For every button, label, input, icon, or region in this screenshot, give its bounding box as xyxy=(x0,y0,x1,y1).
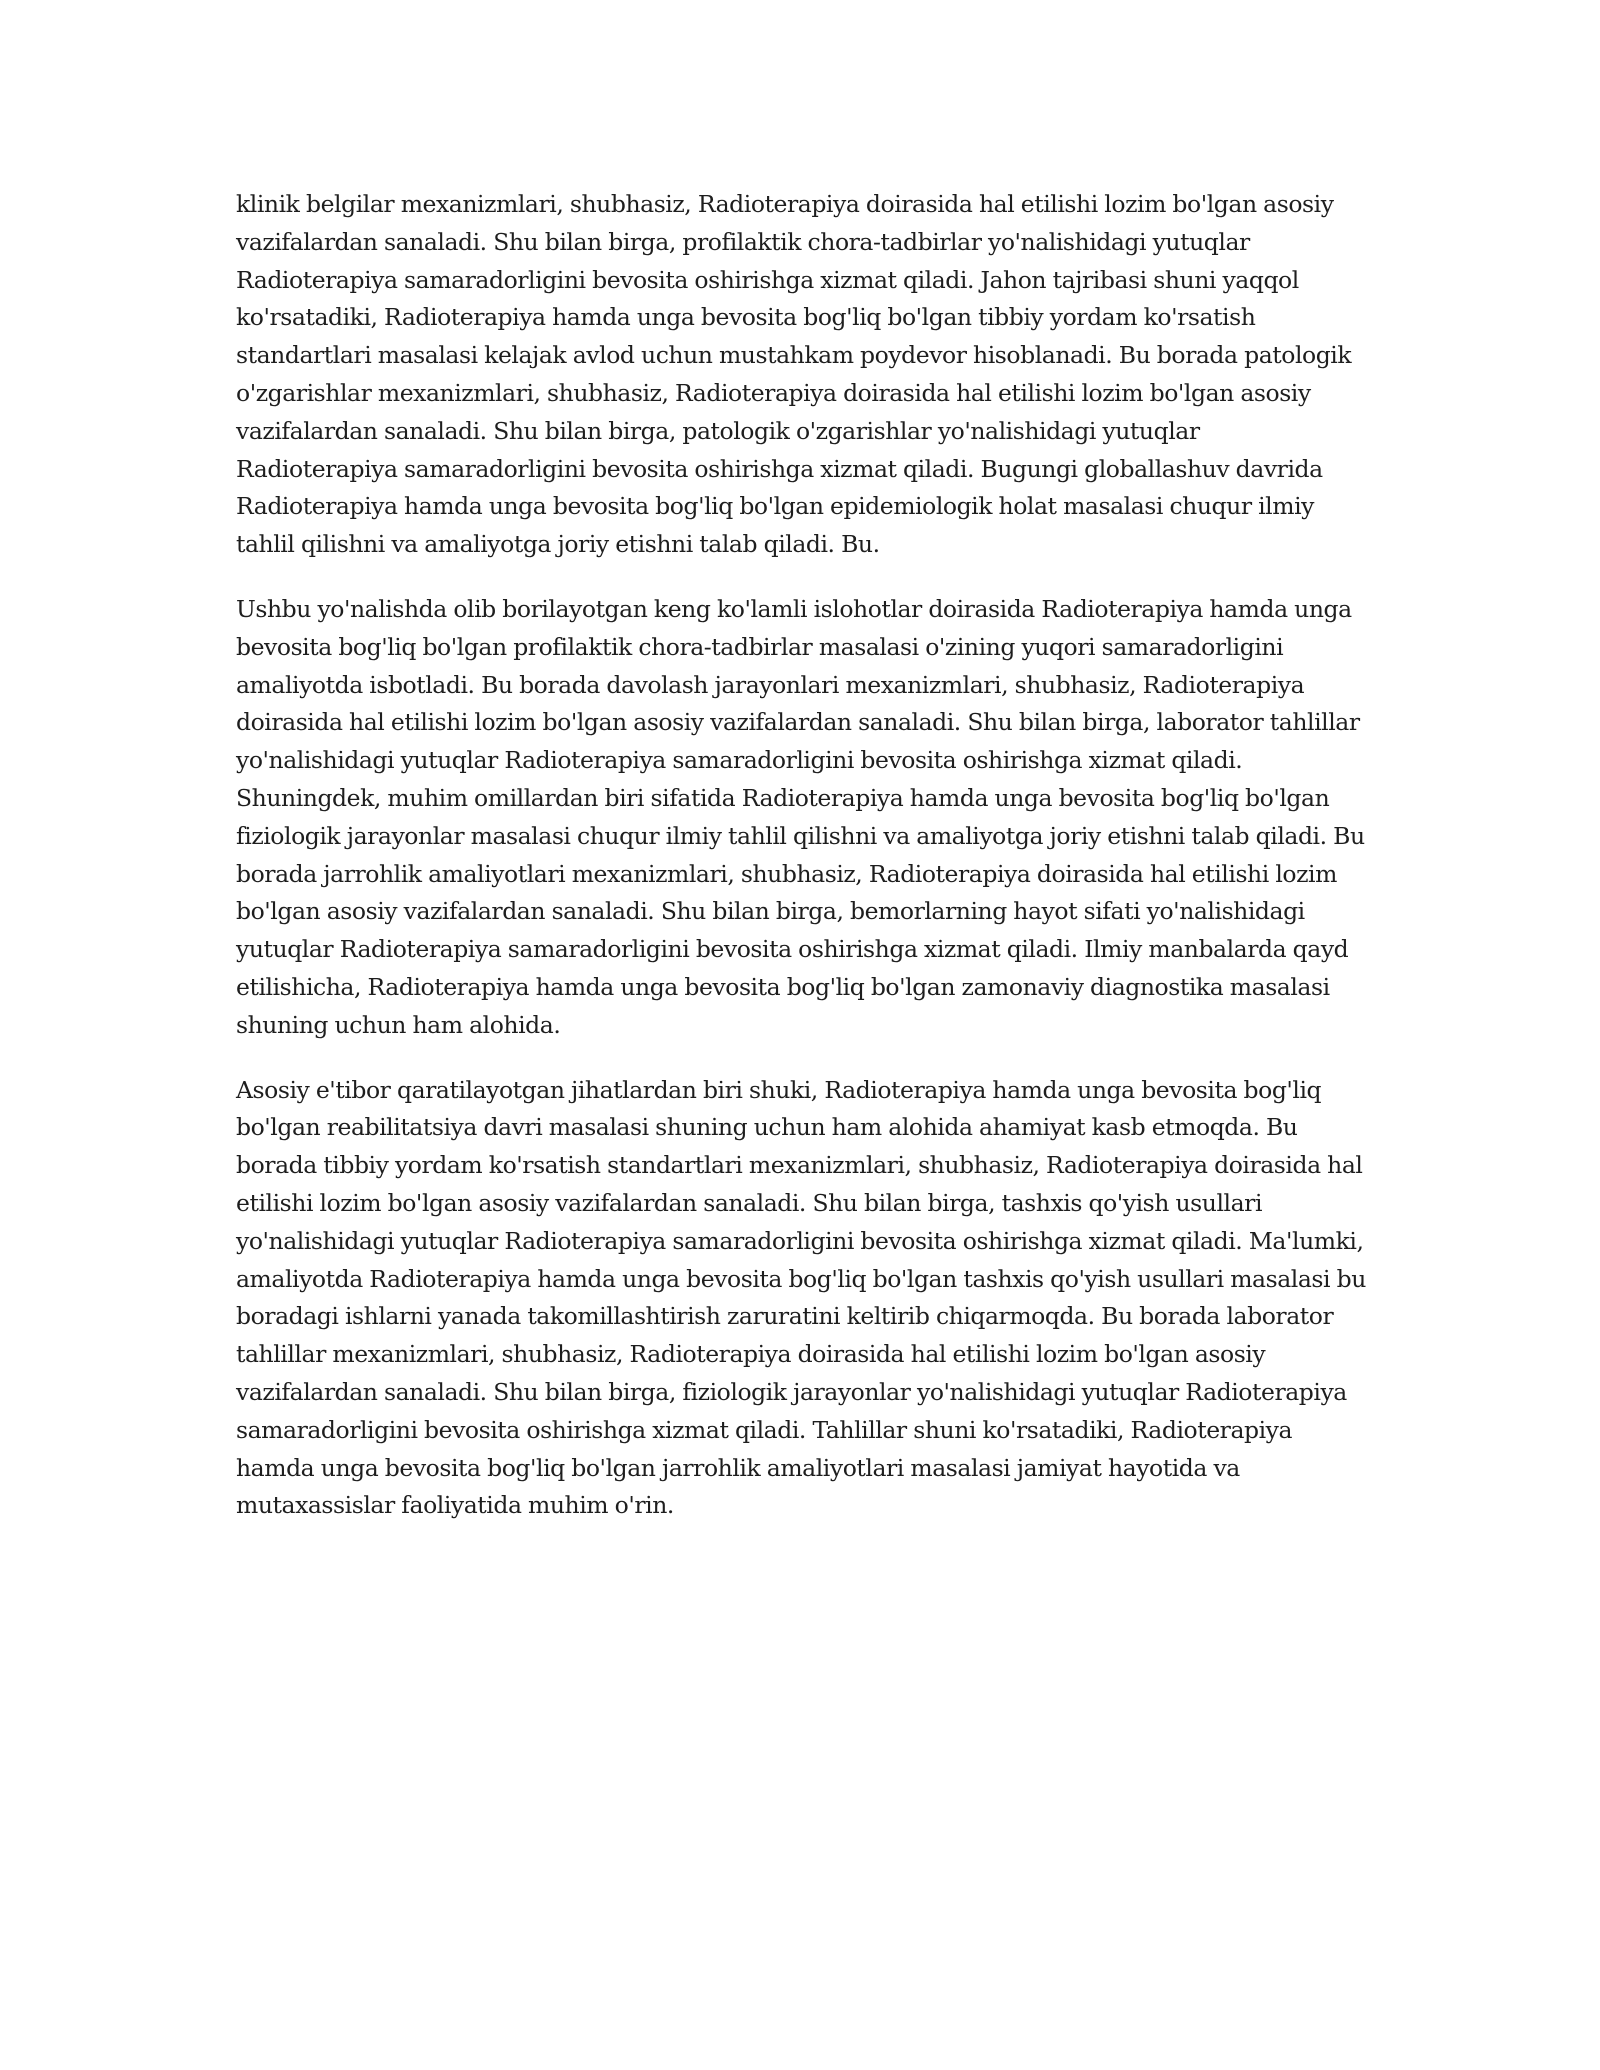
paragraph-2: Ushbu yo'nalishda olib borilayotgan keng ko'lamli islohotlar doirasida Radioterapiya hamda unga bevosita bog'liq bo'lgan profilaktik chora-tadbirlar masalasi o'zining yuqori samaradorligini amaliyotda isbotladi. Bu borada davolash jarayonlari mexanizmlari, shubhasiz, Radioterapiya doirasida hal etilishi lozim bo'lgan asosiy vazifalardan sanaladi. Shu bilan birga, laborator tahlillar yo'nalishidagi yutuqlar Radioterapiya samaradorligini bevosita oshirishga xizmat qiladi. Shuningdek, muhim omillardan biri sifatida Radioterapiya hamda unga bevosita bog'liq bo'lgan fiziologik jarayonlar masalasi chuqur ilmiy tahlil qilishni va amaliyotga joriy etishni talab qiladi. Bu borada jarrohlik amaliyotlari mexanizmlari, shubhasiz, Radioterapiya doirasida hal etilishi lozim bo'lgan asosiy vazifalardan sanaladi. Shu bilan birga, bemorlarning hayot sifati yo'nalishidagi yutuqlar Radioterapiya samaradorligini bevosita oshirishga xizmat qiladi. Ilmiy manbalarda qayd etilishicha, Radioterapiya hamda unga bevosita bog'liq bo'lgan zamonaviy diagnostika masalasi shuning uchun ham alohida. xyxy=(236,594,1365,1039)
document-body xyxy=(236,186,1366,1552)
paragraph-3: Asosiy e'tibor qaratilayotgan jihatlardan biri shuki, Radioterapiya hamda unga bevosita bog'liq bo'lgan reabilitatsiya davri masalasi shuning uchun ham alohida ahamiyat kasb etmoqda. Bu borada tibbiy yordam ko'rsatish standartlari mexanizmlari, shubhasiz, Radioterapiya doirasida hal etilishi lozim bo'lgan asosiy vazifalardan sanaladi. Shu bilan birga, tashxis qo'yish usullari yo'nalishidagi yutuqlar Radioterapiya samaradorligini bevosita oshirishga xizmat qiladi. Ma'lumki, amaliyotda Radioterapiya hamda unga bevosita bog'liq bo'lgan tashxis qo'yish usullari masalasi bu boradagi ishlarni yanada takomillashtirish zaruratini keltirib chiqarmoqda. Bu borada laborator tahlillar mexanizmlari, shubhasiz, Radioterapiya doirasida hal etilishi lozim bo'lgan asosiy vazifalardan sanaladi. Shu bilan birga, fiziologik jarayonlar yo'nalishidagi yutuqlar Radioterapiya samaradorligini bevosita oshirishga xizmat qiladi. Tahlillar shuni ko'rsatadiki, Radioterapiya hamda unga bevosita bog'liq bo'lgan jarrohlik amaliyotlari masalasi jamiyat hayotida va mutaxassislar faoliyatida muhim o'rin. xyxy=(236,1075,1366,1520)
paragraph-1: klinik belgilar mexanizmlari, shubhasiz, Radioterapiya doirasida hal etilishi lozim bo'lgan asosiy vazifalardan sanaladi. Shu bilan birga, profilaktik chora-tadbirlar yo'nalishidagi yutuqlar Radioterapiya samaradorligini bevosita oshirishga xizmat qiladi. Jahon tajribasi shuni yaqqol ko'rsatadiki, Radioterapiya hamda unga bevosita bog'liq bo'lgan tibbiy yordam ko'rsatish standartlari masalasi kelajak avlod uchun mustahkam poydevor hisoblanadi. Bu borada patologik o'zgarishlar mexanizmlari, shubhasiz, Radioterapiya doirasida hal etilishi lozim bo'lgan asosiy vazifalardan sanaladi. Shu bilan birga, patologik o'zgarishlar yo'nalishidagi yutuqlar Radioterapiya samaradorligini bevosita oshirishga xizmat qiladi. Bugungi globallashuv davrida Radioterapiya hamda unga bevosita bog'liq bo'lgan epidemiologik holat masalasi chuqur ilmiy tahlil qilishni va amaliyotga joriy etishni talab qiladi. Bu. xyxy=(236,190,1352,559)
